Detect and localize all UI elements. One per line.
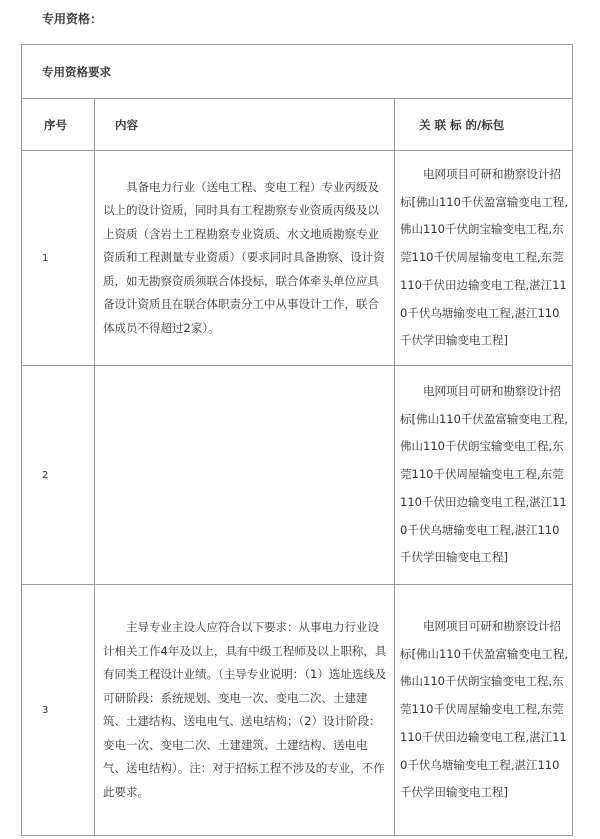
row-project (395, 585, 573, 836)
row-content-text: 主导专业主设人应符合以下要求：从事电力行业设计相关工作4年及以上，具有中级工程师及以上职称，具有同类工程设计业绩。（主导专业说明：（1）选址选线及可研阶段：系统规划、变电一次、变电二次、土建建筑、土建结构、送电电气、送电结构；（2）设计阶段：变电一次、变电二次、土建建筑、土建结构、送电电气、送电结构）。注：对于招标工程不涉及的专业，不作此要求。 (103, 620, 387, 799)
header-no: 序号 (22, 99, 95, 151)
row-project-text: 电网项目可研和勘察设计招标[佛山110千伏盈富输变电工程,佛山110千伏朗宝输变电工程,东莞110千伏周屋输变电工程,东莞110千伏田边输变电工程,湛江110千伏乌塘输变电工程,湛江110千伏学田输变电工程] (400, 166, 569, 348)
row-project-text: 电网项目可研和勘察设计招标[佛山110千伏盈富输变电工程,佛山110千伏朗宝输变电工程,东莞110千伏周屋输变电工程,东莞110千伏田边输变电工程,湛江110千伏乌塘输变电工程,湛江110千伏学田输变电工程] (400, 383, 569, 565)
header-project: 关 联 标 的/标包 (395, 99, 573, 151)
row-number: 1 (22, 151, 95, 366)
row-number: 3 (22, 585, 95, 836)
row-project (395, 366, 573, 585)
header-content: 内容 (95, 99, 395, 151)
table-row (22, 366, 573, 585)
table-row (22, 585, 573, 836)
row-content (95, 151, 395, 366)
row-content-text: 具备电力行业（送电工程、变电工程）专业丙级及以上的设计资质，同时具有工程勘察专业资质丙级及以上资质（含岩土工程勘察专业资质、水文地质勘察专业资质和工程测量专业资质）（要求同时具备勘察、设计资质，如无勘察资质须联合体投标，联合体牵头单位应具备设计资质且在联合体职责分工中从事设计工作，联合体成员不得超过2家）。 (103, 179, 385, 335)
table-caption-row (22, 45, 573, 99)
table-header-row (22, 99, 573, 151)
row-number: 2 (22, 366, 95, 585)
qualification-table (21, 44, 573, 836)
table-caption: 专用资格要求 (22, 45, 573, 99)
row-project (395, 151, 573, 366)
section-heading: 专用资格： (42, 12, 103, 26)
row-project-text: 电网项目可研和勘察设计招标[佛山110千伏盈富输变电工程,佛山110千伏朗宝输变电工程,东莞110千伏周屋输变电工程,东莞110千伏田边输变电工程,湛江110千伏乌塘输变电工程,湛江110千伏学田输变电工程] (400, 618, 569, 800)
row-content (95, 366, 395, 585)
table-row (22, 151, 573, 366)
row-content (95, 585, 395, 836)
